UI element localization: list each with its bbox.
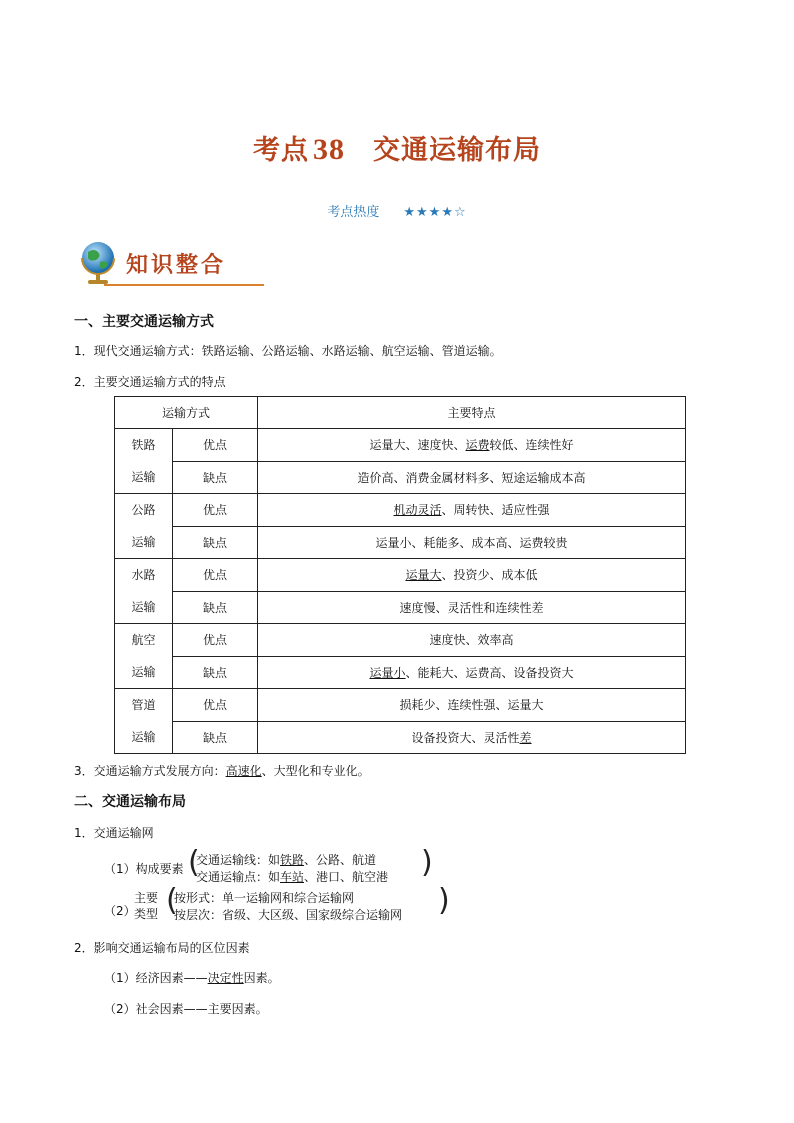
section2-item2: 2．影响交通运输布局的区位因素 (74, 941, 250, 955)
con-text: 造价高、消费金属材料多、短途运输成本高 (258, 461, 686, 494)
con-text: 运量小、能耗大、运费高、设备投资大 (258, 656, 686, 689)
table-row (115, 656, 686, 689)
types-label: 主要 类型 (134, 891, 159, 921)
pro-label: 优点 (173, 689, 258, 722)
section1-item1: 1．现代交通运输方式：铁路运输、公路运输、水路运输、航空运输、管道运输。 (74, 344, 502, 358)
knowledge-banner (74, 236, 264, 288)
left-brace: ( (166, 883, 178, 918)
con-label: 缺点 (173, 591, 258, 624)
con-label: 缺点 (173, 461, 258, 494)
mode-cell: 航空 运输 (115, 624, 173, 689)
table-row (115, 559, 686, 592)
pro-text: 运量大、投资少、成本低 (258, 559, 686, 592)
header-mode: 运输方式 (115, 397, 258, 429)
table-row (115, 624, 686, 657)
pro-label: 优点 (173, 429, 258, 462)
table-row (115, 689, 686, 722)
con-text: 运量小、耗能多、成本高、运费较贵 (258, 526, 686, 559)
transport-table (114, 396, 686, 754)
mode-cell: 公路 运输 (115, 494, 173, 559)
con-label: 缺点 (173, 526, 258, 559)
table-row (115, 591, 686, 624)
mode-cell: 铁路 运输 (115, 429, 173, 494)
table-row (115, 526, 686, 559)
con-text: 速度慢、灵活性和连续性差 (258, 591, 686, 624)
heat-rating: 考点热度 ★★★★☆ (327, 205, 467, 220)
section1-heading: 一、主要交通运输方式 (74, 314, 214, 330)
factor-economic: （1）经济因素——决定性因素。 (104, 971, 280, 985)
section2-heading: 二、交通运输布局 (74, 794, 186, 810)
components-label: （1）构成要素 (104, 862, 184, 876)
header-features: 主要特点 (258, 397, 686, 429)
con-label: 缺点 (173, 721, 258, 754)
pro-text: 损耗少、连续性强、运量大 (258, 689, 686, 722)
pro-label: 优点 (173, 559, 258, 592)
section1-item3: 3．交通运输方式发展方向：高速化、大型化和专业化。 (74, 764, 370, 778)
section1-item2: 2．主要交通运输方式的特点 (74, 375, 226, 389)
star-rating: ★★★★☆ (403, 205, 467, 220)
section2-item1: 1．交通运输网 (74, 826, 154, 840)
con-text: 设备投资大、灵活性差 (258, 721, 686, 754)
types-line2: 按层次：省级、大区级、国家级综合运输网 (174, 908, 403, 922)
table-row (115, 721, 686, 754)
types-number: （2） (104, 904, 136, 918)
page-title: 考点 38 交通运输布局 (253, 133, 541, 166)
topic-number: 38 (313, 133, 345, 166)
mode-cell: 水路 运输 (115, 559, 173, 624)
mode-cell: 管道 运输 (115, 689, 173, 754)
con-label: 缺点 (173, 656, 258, 689)
banner-underline (104, 284, 264, 286)
pro-label: 优点 (173, 494, 258, 527)
pro-text: 机动灵活、周转快、适应性强 (258, 494, 686, 527)
pro-text: 速度快、效率高 (258, 624, 686, 657)
components-line2: 交通运输点：如车站、港口、航空港 (196, 870, 389, 884)
globe-icon (74, 236, 126, 288)
table-header-row (115, 397, 686, 429)
factor-social: （2）社会因素——主要因素。 (104, 1002, 268, 1016)
table-row (115, 429, 686, 462)
types-line1: 按形式：单一运输网和综合运输网 (174, 891, 355, 905)
banner-label: 知识整合 (126, 252, 227, 278)
left-brace: ( (188, 845, 200, 880)
table-row (115, 461, 686, 494)
pro-text: 运量大、速度快、运费较低、连续性好 (258, 429, 686, 462)
right-brace: ) (438, 883, 450, 918)
table-row (115, 494, 686, 527)
right-brace: ) (421, 845, 433, 880)
components-line1: 交通运输线：如铁路、公路、航道 (196, 853, 377, 867)
pro-label: 优点 (173, 624, 258, 657)
